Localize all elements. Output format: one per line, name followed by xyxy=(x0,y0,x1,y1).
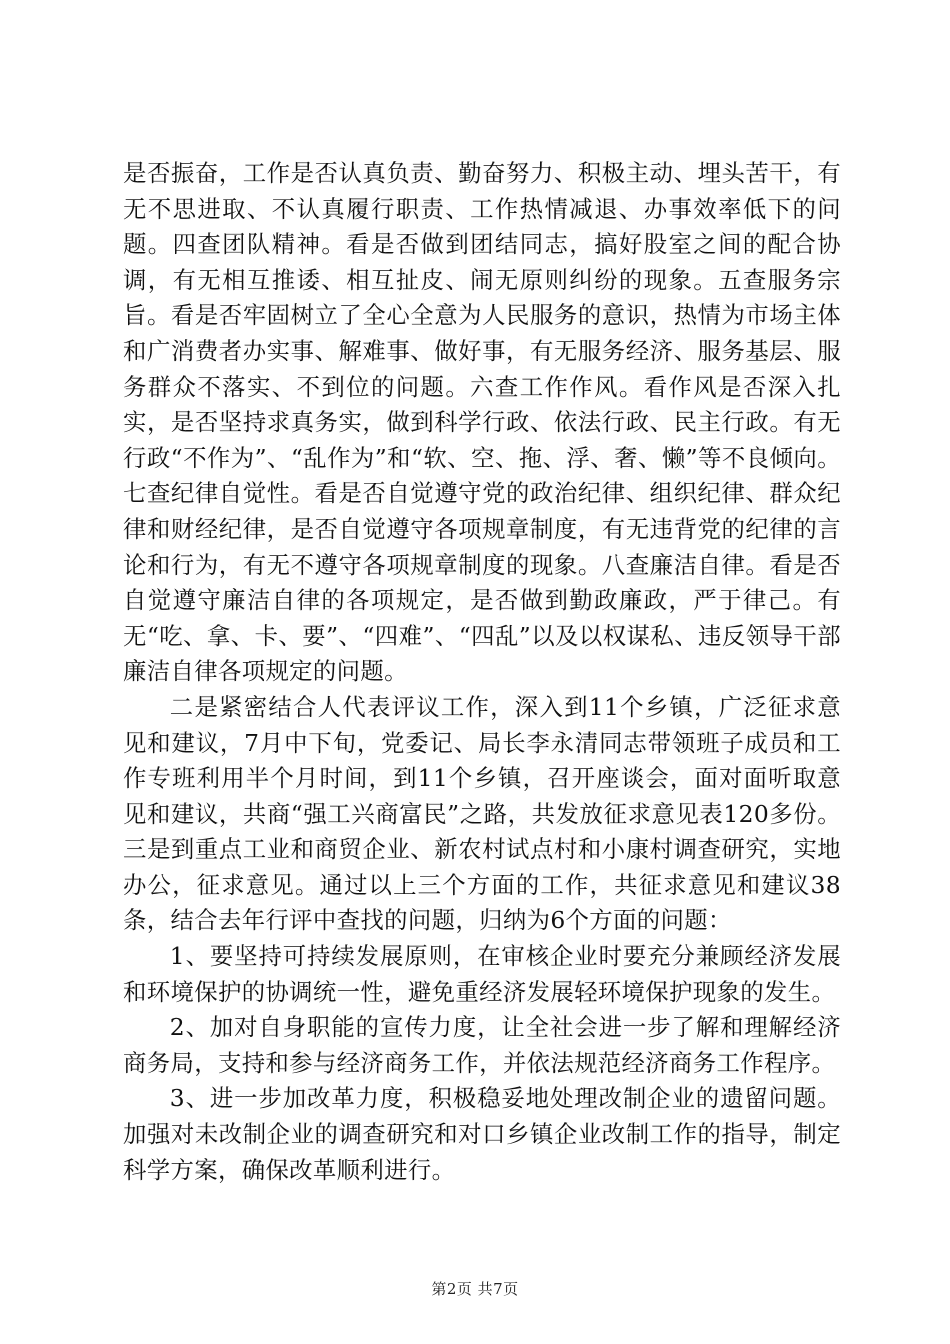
document-body xyxy=(123,156,841,1188)
paragraph-continuation: 是否振奋，工作是否认真负责、勤奋努力、积极主动、埋头苦干，有无不思进取、不认真履行职责、工作热情减退、办事效率低下的问题。四查团队精神。看是否做到团结同志，搞好股室之间的配合协调，有无相互推诿、相互扯皮、闹无原则纠纷的现象。五查服务宗旨。看是否牢固树立了全心全意为人民服务的意识，热情为市场主体和广消费者办实事、解难事、做好事，有无服务经济、服务基层、服务群众不落实、不到位的问题。六查工作作风。看作风是否深入扎实，是否坚持求真务实，做到科学行政、依法行政、民主行政。有无行政“不作为”、“乱作为”和“软、空、拖、浮、奢、懒”等不良倾向。七查纪律自觉性。看是否自觉遵守党的政治纪律、组织纪律、群众纪律和财经纪律，是否自觉遵守各项规章制度，有无违背党的纪律的言论和行为，有无不遵守各项规章制度的现象。八查廉洁自律。看是否自觉遵守廉洁自律的各项规定，是否做到勤政廉政，严于律己。有无“吃、拿、卡、要”、“四难”、“四乱”以及以权谋私、违反领导干部廉洁自律各项规定的问题。 xyxy=(123,159,841,686)
page-number-footer: 第2页 共7页 xyxy=(431,1280,519,1298)
paragraph-point-2: 2、加对自身职能的宣传力度，让全社会进一步了解和理解经济商务局，支持和参与经济商务工作，并依法规范经济商务工作程序。 xyxy=(123,1013,841,1077)
paragraph-point-1: 1、要坚持可持续发展原则，在审核企业时要充分兼顾经济发展和环境保护的协调统一性，避免重经济发展轻环境保护现象的发生。 xyxy=(123,942,841,1006)
paragraph-point-3: 3、进一步加改革力度，积极稳妥地处理改制企业的遗留问题。加强对未改制企业的调查研究和对口乡镇企业改制工作的指导，制定科学方案，确保改革顺利进行。 xyxy=(123,1084,841,1184)
paragraph-item-two: 二是紧密结合人代表评议工作，深入到11个乡镇，广泛征求意见和建议，7月中下旬，党委记、局长李永清同志带领班子成员和工作专班利用半个月时间，到11个乡镇，召开座谈会，面对面听取意见和建议，共商“强工兴商富民”之路，共发放征求意见表120多份。三是到重点工业和商贸企业、新农村试点村和小康村调查研究，实地办公，征求意见。通过以上三个方面的工作，共征求意见和建议38条，结合去年行评中查找的问题，归纳为6个方面的问题： xyxy=(123,692,841,935)
